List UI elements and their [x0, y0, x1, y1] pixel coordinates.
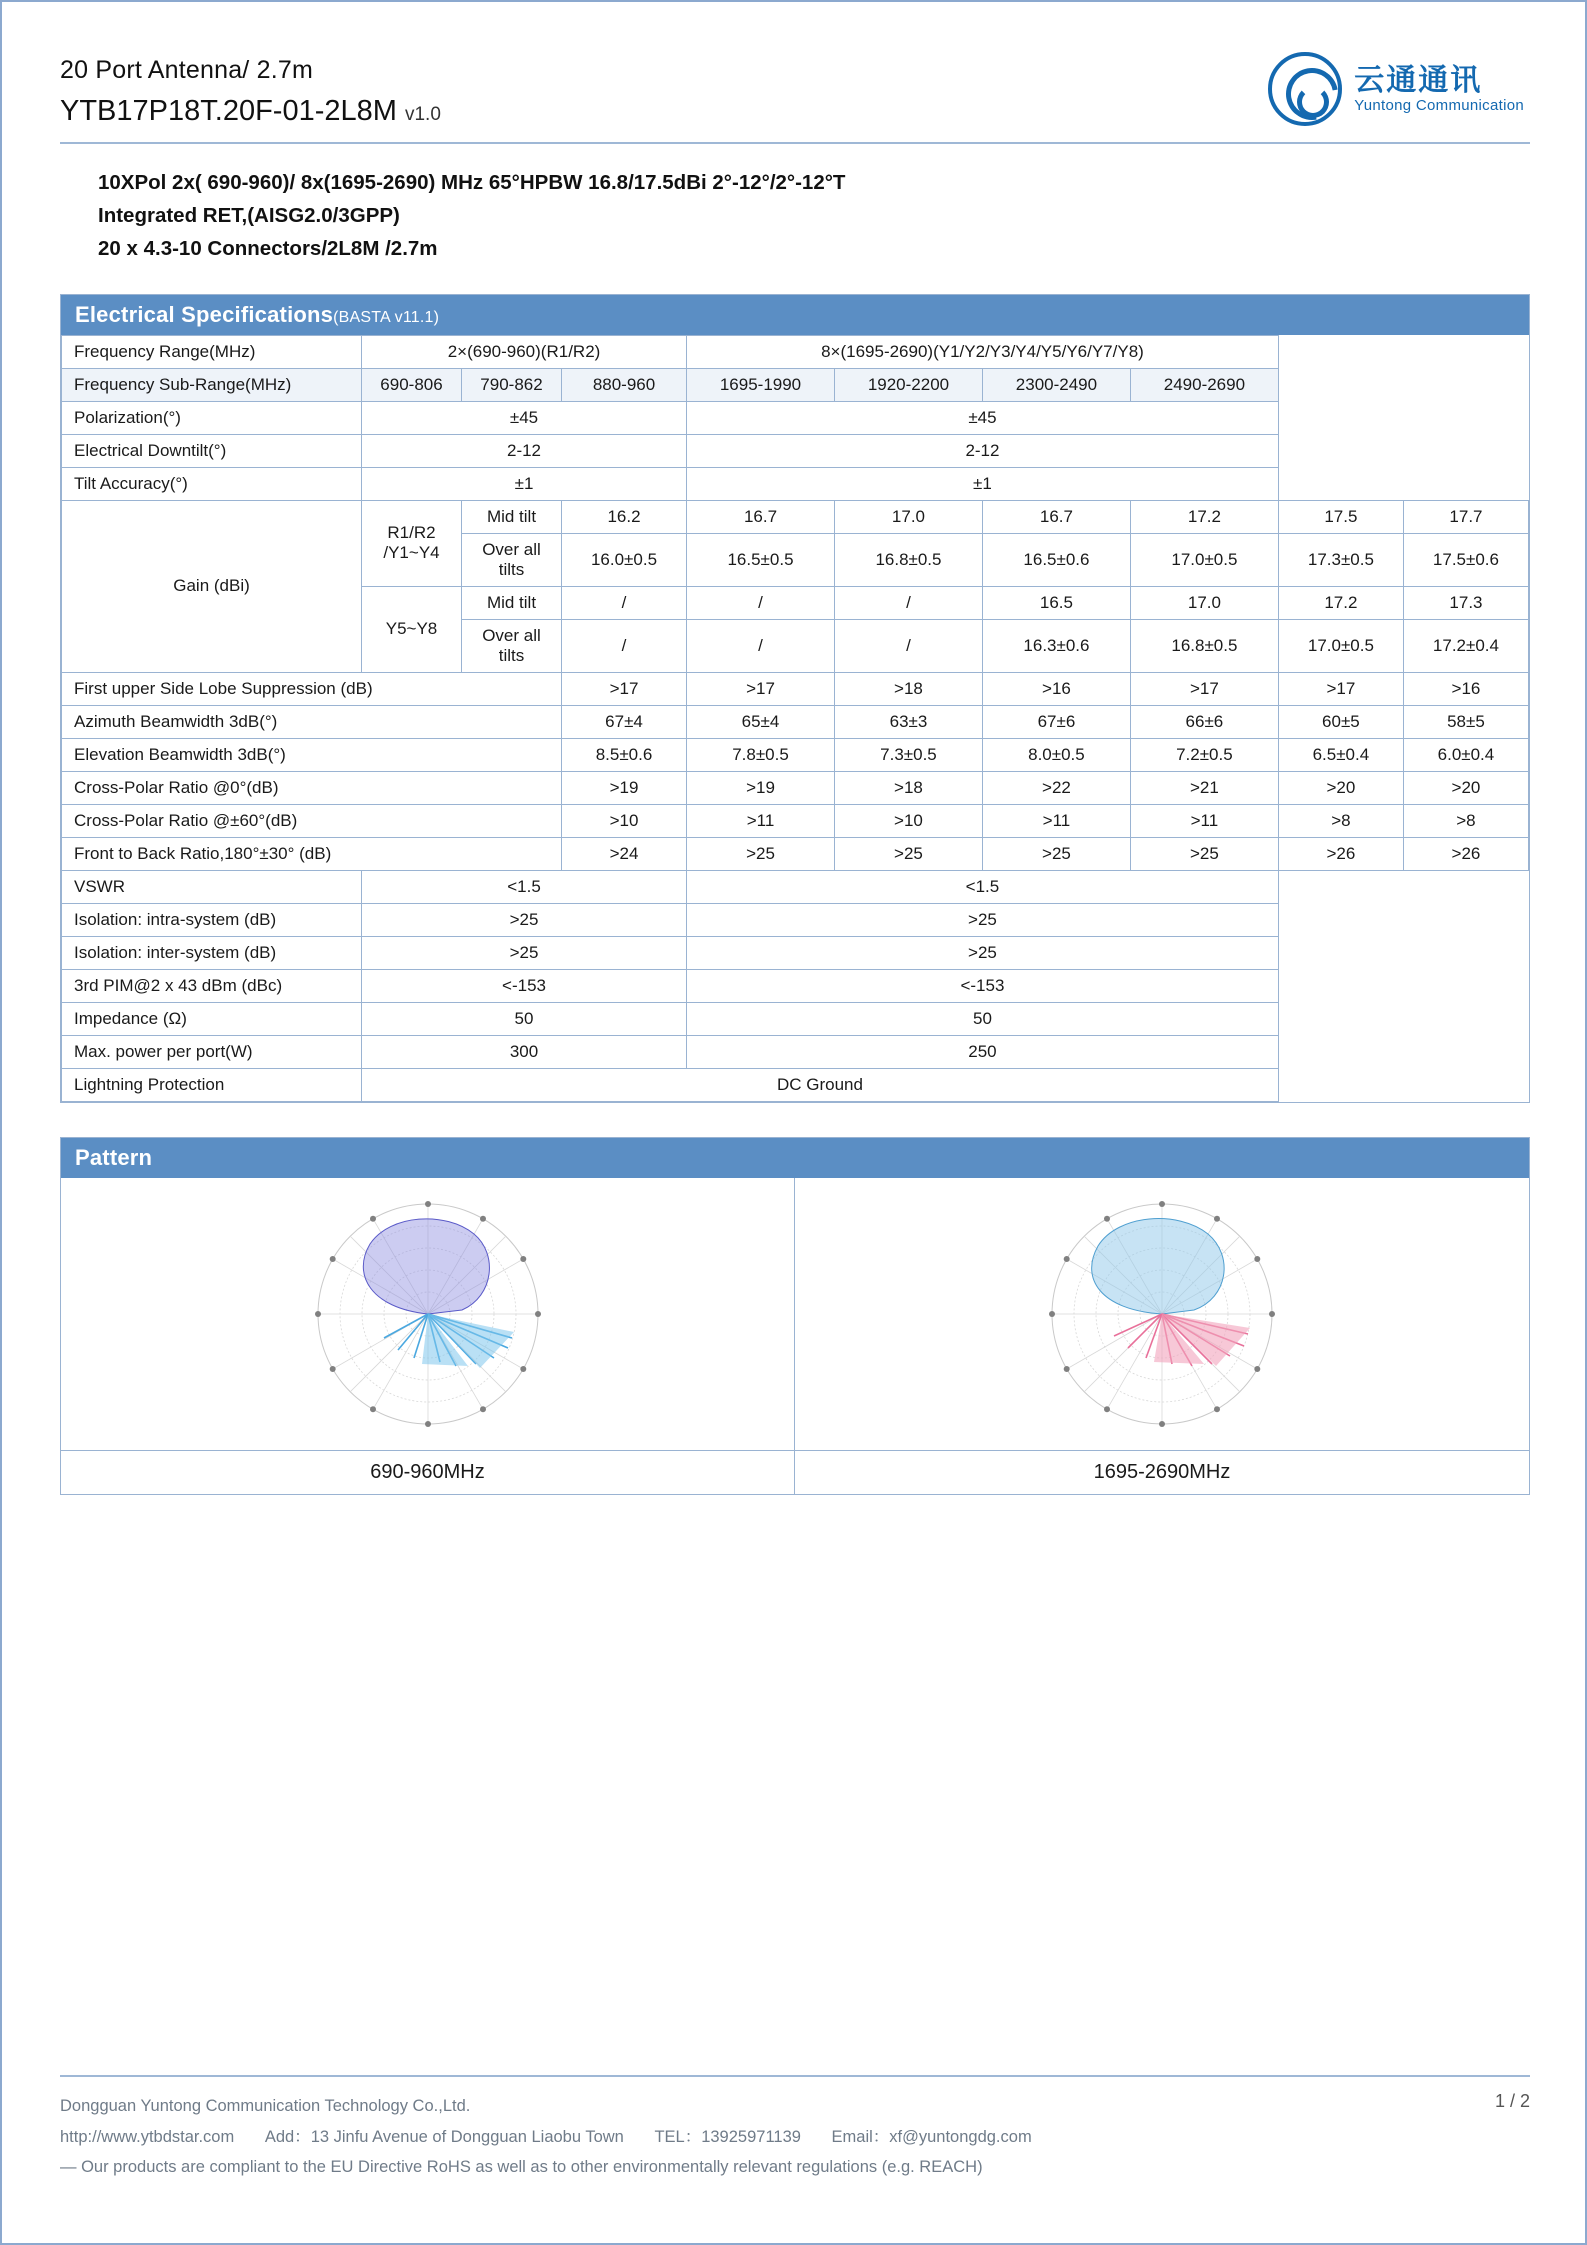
pattern-section-title: Pattern	[75, 1144, 153, 1170]
sidelobe-5: >17	[1278, 672, 1403, 705]
gain-g1-mid-3: 16.7	[982, 500, 1130, 533]
xpol0-3: >22	[982, 771, 1130, 804]
xpol60-5: >8	[1278, 804, 1403, 837]
table-row	[62, 804, 1529, 837]
f2b-2: >25	[834, 837, 982, 870]
footer-email[interactable]: xf@yuntongdg.com	[889, 2127, 1032, 2146]
gain-group-2-label: Y5~Y8	[362, 586, 462, 672]
gain-group-1-line-2: /Y1~Y4	[383, 543, 440, 563]
az-bw-6: 58±5	[1403, 705, 1528, 738]
tilt-accuracy-high: ±1	[687, 467, 1279, 500]
freq-range-high: 8×(1695-2690)(Y1/Y2/Y3/Y4/Y5/Y6/Y7/Y8)	[687, 335, 1279, 368]
table-row	[62, 771, 1529, 804]
gain-g1-all-3: 16.5±0.6	[982, 533, 1130, 586]
polar-plot-high-band	[1012, 1189, 1312, 1439]
gain-over-all-label-1: Over all tilts	[462, 533, 562, 586]
f2b-4: >25	[1130, 837, 1278, 870]
sub-range-6: 2490-2690	[1130, 368, 1278, 401]
sidelobe-4: >17	[1130, 672, 1278, 705]
electrical-section-subtitle: (BASTA v11.1)	[333, 308, 440, 326]
footer-address-label: Add：	[264, 2127, 311, 2146]
sub-range-0: 690-806	[362, 368, 462, 401]
sidelobe-6: >16	[1403, 672, 1528, 705]
xpol60-6: >8	[1403, 804, 1528, 837]
table-row	[62, 500, 1529, 533]
isolation-intra-low: >25	[362, 903, 687, 936]
table-row	[62, 936, 1529, 969]
xpol60-2: >10	[834, 804, 982, 837]
gain-g1-mid-0: 16.2	[562, 500, 687, 533]
gain-g2-mid-2: /	[834, 586, 982, 619]
gain-g2-all-1: /	[687, 619, 835, 672]
impedance-label: Impedance (Ω)	[62, 1002, 362, 1035]
el-bw-0: 8.5±0.6	[562, 738, 687, 771]
az-bw-4: 66±6	[1130, 705, 1278, 738]
polarization-low: ±45	[362, 401, 687, 434]
table-row	[62, 1035, 1529, 1068]
polar-plot-low-band-wrap	[61, 1178, 794, 1451]
xpol0-5: >20	[1278, 771, 1403, 804]
electrical-section-header	[61, 295, 1529, 335]
freq-range-low: 2×(690-960)(R1/R2)	[362, 335, 687, 368]
pim-high: <-153	[687, 969, 1279, 1002]
footer-address: 13 Jinfu Avenue of Dongguan Liaobu Town	[310, 2127, 624, 2146]
sidelobe-2: >18	[834, 672, 982, 705]
logo-swirl-icon	[1268, 52, 1342, 126]
isolation-inter-high: >25	[687, 936, 1279, 969]
downtilt-high: 2-12	[687, 434, 1279, 467]
tilt-accuracy-label: Tilt Accuracy(°)	[62, 467, 362, 500]
xpol60-0: >10	[562, 804, 687, 837]
f2b-5: >26	[1278, 837, 1403, 870]
gain-g2-all-4: 16.8±0.5	[1130, 619, 1278, 672]
company-logo	[1268, 50, 1530, 126]
pattern-cell-low-band	[61, 1178, 795, 1494]
gain-g1-all-4: 17.0±0.5	[1130, 533, 1278, 586]
sub-range-2: 880-960	[562, 368, 687, 401]
model-title	[60, 95, 441, 128]
xpol0-0: >19	[562, 771, 687, 804]
product-line-title: 20 Port Antenna/ 2.7m	[60, 56, 313, 84]
max-power-label: Max. power per port(W)	[62, 1035, 362, 1068]
electrical-specifications-section	[60, 294, 1530, 1103]
footer-compliance: — Our products are compliant to the EU Directive RoHS as well as to other environmentally relevant regulations (e.g. REACH)	[60, 2158, 983, 2177]
gain-label: Gain (dBi)	[62, 500, 362, 672]
pim-label: 3rd PIM@2 x 43 dBm (dBc)	[62, 969, 362, 1002]
pattern-section-header	[61, 1138, 1529, 1178]
tilt-accuracy-low: ±1	[362, 467, 687, 500]
summary-line-1: 10XPol 2x( 690-960)/ 8x(1695-2690) MHz 65°HPBW 16.8/17.5dBi 2°-12°/2°-12°T	[98, 171, 846, 194]
lightning-label: Lightning Protection	[62, 1068, 362, 1101]
az-bw-5: 60±5	[1278, 705, 1403, 738]
table-row	[62, 870, 1529, 903]
gain-g2-all-3: 16.3±0.6	[982, 619, 1130, 672]
gain-g1-all-5: 17.3±0.5	[1278, 533, 1403, 586]
footer-tel-label: TEL：	[654, 2127, 702, 2146]
vswr-low: <1.5	[362, 870, 687, 903]
vswr-high: <1.5	[687, 870, 1279, 903]
sidelobe-1: >17	[687, 672, 835, 705]
sub-range-5: 2300-2490	[982, 368, 1130, 401]
polar-plot-high-band-wrap	[795, 1178, 1529, 1451]
table-row	[62, 335, 1529, 368]
vswr-label: VSWR	[62, 870, 362, 903]
electrical-section-title: Electrical Specifications	[75, 301, 334, 327]
page-number: 1 / 2	[1494, 2091, 1530, 2112]
polar-plot-low-band	[278, 1189, 578, 1439]
gain-g1-mid-4: 17.2	[1130, 500, 1278, 533]
pattern-body	[61, 1178, 1529, 1494]
el-bw-4: 7.2±0.5	[1130, 738, 1278, 771]
footer-divider	[60, 2075, 1530, 2077]
table-row	[62, 401, 1529, 434]
az-bw-1: 65±4	[687, 705, 835, 738]
electrical-specs-table	[61, 335, 1529, 1102]
header-titles	[60, 50, 441, 128]
footer-tel: 13925971139	[701, 2127, 801, 2146]
gain-g1-all-2: 16.8±0.5	[834, 533, 982, 586]
logo-text	[1354, 64, 1524, 114]
polarization-label: Polarization(°)	[62, 401, 362, 434]
sub-range-4: 1920-2200	[834, 368, 982, 401]
isolation-intra-high: >25	[687, 903, 1279, 936]
footer-company: Dongguan Yuntong Communication Technology Co.,Ltd.	[60, 2097, 471, 2116]
table-row	[62, 434, 1529, 467]
table-row	[62, 1068, 1529, 1101]
isolation-intra-label: Isolation: intra-system (dB)	[62, 903, 362, 936]
pattern-caption-low-band: 690-960MHz	[370, 1460, 485, 1483]
summary-line-3: 20 x 4.3-10 Connectors/2L8M /2.7m	[98, 237, 438, 261]
f2b-0: >24	[562, 837, 687, 870]
polarization-high: ±45	[687, 401, 1279, 434]
gain-group-1-line-1: R1/R2	[387, 523, 436, 543]
isolation-inter-low: >25	[362, 936, 687, 969]
gain-g2-mid-6: 17.3	[1403, 586, 1528, 619]
downtilt-low: 2-12	[362, 434, 687, 467]
cross-polar-60-label: Cross-Polar Ratio @±60°(dB)	[62, 804, 562, 837]
gain-g2-mid-5: 17.2	[1278, 586, 1403, 619]
isolation-inter-label: Isolation: inter-system (dB)	[62, 936, 362, 969]
xpol60-3: >11	[982, 804, 1130, 837]
f2b-3: >25	[982, 837, 1130, 870]
f2b-1: >25	[687, 837, 835, 870]
sidelobe-0: >17	[562, 672, 687, 705]
gain-mid-tilt-label-1: Mid tilt	[462, 500, 562, 533]
cross-polar-0-label: Cross-Polar Ratio @0°(dB)	[62, 771, 562, 804]
gain-g1-mid-5: 17.5	[1278, 500, 1403, 533]
az-bw-0: 67±4	[562, 705, 687, 738]
pattern-cell-high-band	[795, 1178, 1529, 1494]
xpol0-1: >19	[687, 771, 835, 804]
gain-g1-mid-2: 17.0	[834, 500, 982, 533]
f2b-6: >26	[1403, 837, 1528, 870]
xpol0-6: >20	[1403, 771, 1528, 804]
table-row	[62, 837, 1529, 870]
el-bw-3: 8.0±0.5	[982, 738, 1130, 771]
downtilt-label: Electrical Downtilt(°)	[62, 434, 362, 467]
el-bw-1: 7.8±0.5	[687, 738, 835, 771]
sidelobe-label: First upper Side Lobe Suppression (dB)	[62, 672, 562, 705]
document-footer	[60, 2075, 1530, 2183]
freq-range-label: Frequency Range(MHz)	[62, 335, 362, 368]
el-bw-5: 6.5±0.4	[1278, 738, 1403, 771]
sub-range-1: 790-862	[462, 368, 562, 401]
model-version: v1.0	[404, 104, 441, 125]
gain-g2-all-5: 17.0±0.5	[1278, 619, 1403, 672]
gain-g2-mid-1: /	[687, 586, 835, 619]
table-row	[62, 467, 1529, 500]
table-row	[62, 1002, 1529, 1035]
sub-range-label: Frequency Sub-Range(MHz)	[62, 368, 362, 401]
pim-low: <-153	[362, 969, 687, 1002]
max-power-high: 250	[687, 1035, 1279, 1068]
gain-g2-mid-4: 17.0	[1130, 586, 1278, 619]
sidelobe-3: >16	[982, 672, 1130, 705]
xpol0-2: >18	[834, 771, 982, 804]
document-header	[60, 50, 1530, 128]
table-row	[62, 705, 1529, 738]
gain-g1-all-6: 17.5±0.6	[1403, 533, 1528, 586]
gain-g1-mid-6: 17.7	[1403, 500, 1528, 533]
table-row	[62, 738, 1529, 771]
max-power-low: 300	[362, 1035, 687, 1068]
gain-g1-mid-1: 16.7	[687, 500, 835, 533]
table-row	[62, 672, 1529, 705]
xpol60-4: >11	[1130, 804, 1278, 837]
product-summary	[98, 166, 1530, 266]
az-bw-3: 67±6	[982, 705, 1130, 738]
gain-g2-all-6: 17.2±0.4	[1403, 619, 1528, 672]
logo-text-cn: 云通通讯	[1354, 64, 1483, 97]
summary-line-2: Integrated RET,(AISG2.0/3GPP)	[98, 204, 400, 228]
pattern-section	[60, 1137, 1530, 1495]
sub-range-3: 1695-1990	[687, 368, 835, 401]
el-bw-6: 6.0±0.4	[1403, 738, 1528, 771]
gain-g2-mid-0: /	[562, 586, 687, 619]
el-bw-2: 7.3±0.5	[834, 738, 982, 771]
table-row	[62, 903, 1529, 936]
table-row	[62, 969, 1529, 1002]
impedance-high: 50	[687, 1002, 1279, 1035]
xpol0-4: >21	[1130, 771, 1278, 804]
gain-mid-tilt-label-2: Mid tilt	[462, 586, 562, 619]
footer-website[interactable]: http://www.ytbdstar.com	[60, 2127, 235, 2146]
footer-email-label: Email：	[831, 2127, 890, 2146]
lightning-value: DC Ground	[362, 1068, 1279, 1101]
table-row	[62, 368, 1529, 401]
gain-over-all-label-2: Over all tilts	[462, 619, 562, 672]
gain-g1-all-0: 16.0±0.5	[562, 533, 687, 586]
gain-g2-all-2: /	[834, 619, 982, 672]
elevation-beamwidth-label: Elevation Beamwidth 3dB(°)	[62, 738, 562, 771]
impedance-low: 50	[362, 1002, 687, 1035]
az-bw-2: 63±3	[834, 705, 982, 738]
azimuth-beamwidth-label: Azimuth Beamwidth 3dB(°)	[62, 705, 562, 738]
xpol60-1: >11	[687, 804, 835, 837]
gain-g2-all-0: /	[562, 619, 687, 672]
gain-g2-mid-3: 16.5	[982, 586, 1130, 619]
footer-contact-row	[60, 2122, 1495, 2153]
model-number: YTB17P18T.20F-01-2L8M	[60, 95, 397, 127]
pattern-caption-high-band: 1695-2690MHz	[1093, 1460, 1231, 1483]
logo-text-en: Yuntong Communication	[1354, 97, 1524, 114]
gain-g1-all-1: 16.5±0.5	[687, 533, 835, 586]
header-divider	[60, 142, 1530, 144]
front-to-back-label: Front to Back Ratio,180°±30° (dB)	[62, 837, 562, 870]
gain-group-1-label	[362, 500, 462, 586]
